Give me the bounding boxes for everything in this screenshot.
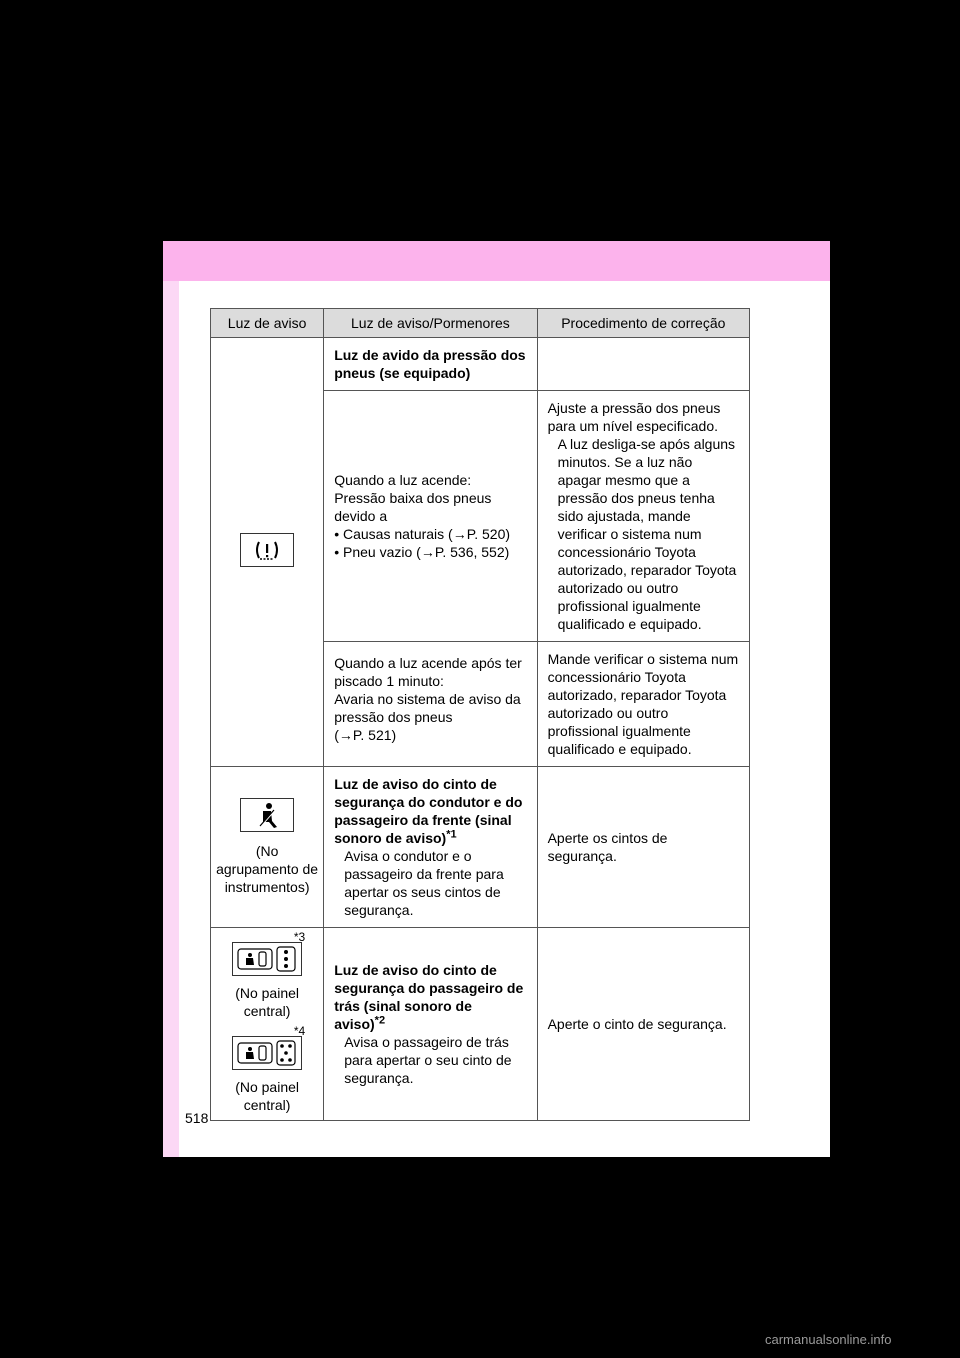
warning-light-table: [210, 308, 750, 1121]
rear-belt-detail: Avisa o passageiro de trás para apertar o seu cinto de segurança.: [344, 1034, 512, 1086]
header-details: Luz de aviso/Pormenores: [324, 309, 537, 338]
front-belt-location: (No agrupamento de instrumentos): [216, 843, 319, 895]
rear-belt-note: *2: [374, 1014, 386, 1027]
rear-belt-location-b: (No painel central): [235, 1079, 300, 1113]
rear-belt-title: Luz de aviso do cinto de segurança do passageiro de trás (sinal sonoro de aviso): [334, 962, 524, 1032]
tpms-case1-proc-detail: A luz desliga-se após alguns minutos. Se a luz não apagar mesmo que a pressão dos pneus tenha sido ajustada, mande verificar o sistema num concessionário Toyota autorizado, reparador Toyota autorizado ou outro profissional igualmente qualificado e equipado.: [557, 436, 737, 632]
front-belt-note: *1: [446, 828, 457, 841]
page-number: 518: [185, 1110, 209, 1126]
tpms-case1-bullet2: • Pneu vazio (→P. 536, 552): [334, 544, 510, 560]
tpms-case2-detail: Avaria no sistema de aviso da pressão dos pneus: [334, 691, 521, 725]
rear-seatbelt-panel-icon-3-dots: [232, 942, 302, 976]
tpms-case1-detail: Pressão baixa dos pneus devido a: [334, 490, 492, 524]
header-band: [163, 241, 830, 281]
tpms-empty-cell: [537, 338, 749, 391]
table-row: [211, 928, 750, 1121]
header-procedure: Procedimento de correção: [537, 309, 749, 338]
left-margin-stripe: [163, 281, 179, 1157]
tpms-case2-proc: Mande verificar o sistema num concessionário Toyota autorizado, reparador Toyota autorizado ou outro profissional igualmente qualificado e equipado.: [547, 651, 739, 757]
tpms-case2-ref: (→P. 521): [334, 727, 397, 743]
rear-belt-procedure-cell: [537, 928, 749, 1121]
front-belt-procedure-cell: [537, 767, 749, 928]
seatbelt-warning-icon: [240, 798, 294, 832]
tpms-case2-cell: [324, 642, 537, 767]
rear-seatbelt-panel-icon-5-dots: [232, 1036, 302, 1070]
tpms-title-cell: [324, 338, 537, 391]
tpms-icon-cell: [211, 338, 324, 767]
tpms-case1-proc-intro: Ajuste a pressão dos pneus para um nível especificado.: [547, 400, 721, 434]
tpms-case1-bullet1: • Causas naturais (→P. 520): [334, 526, 511, 542]
table-row: [211, 338, 750, 391]
tpms-case1-cell: [324, 391, 537, 642]
tpms-case2-procedure-cell: [537, 642, 749, 767]
table-row: [211, 767, 750, 928]
tpms-case1-procedure-cell: [537, 391, 749, 642]
front-belt-title: Luz de aviso do cinto de segurança do condutor e do passageiro da frente (sinal sonoro de aviso): [334, 776, 523, 846]
front-belt-procedure: Aperte os cintos de segurança.: [547, 830, 668, 864]
front-belt-detail-cell: [324, 767, 537, 928]
table-header-row: [211, 309, 750, 338]
rear-belt-icon-cell: [211, 928, 324, 1121]
rear-belt-location-a: (No painel central): [235, 985, 300, 1019]
rear-belt-note-a: *3: [293, 930, 306, 944]
front-belt-icon-cell: [211, 767, 324, 928]
tpms-case1-when: Quando a luz acende:: [334, 472, 472, 488]
tpms-case2-when: Quando a luz acende após ter piscado 1 minuto:: [334, 655, 522, 689]
watermark-text: carmanualsonline.info: [765, 1332, 892, 1347]
tire-pressure-warning-icon: [240, 533, 294, 567]
header-warning-light: Luz de aviso: [211, 309, 324, 338]
rear-belt-procedure: Aperte o cinto de segurança.: [547, 1016, 727, 1032]
rear-belt-detail-cell: [324, 928, 537, 1121]
front-belt-detail: Avisa o condutor e o passageiro da frente para apertar os seus cintos de segurança.: [344, 848, 504, 918]
rear-belt-note-b: *4: [293, 1024, 306, 1038]
tpms-title: Luz de avido da pressão dos pneus (se equipado): [334, 347, 526, 381]
